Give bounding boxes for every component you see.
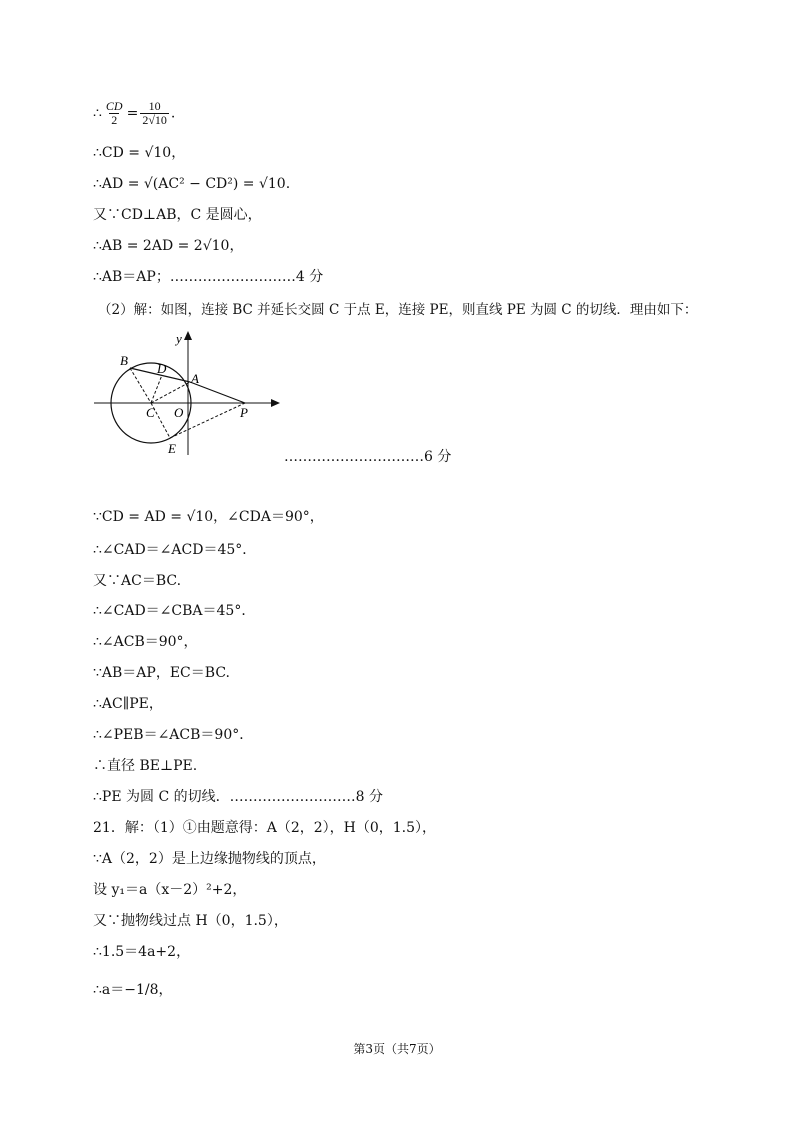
line-angle-cad-cba: ∴∠CAD＝∠CBA＝45°． [93, 603, 256, 619]
label-o: O [174, 405, 184, 420]
label-a: A [191, 371, 199, 386]
line-score-8: ∴PE 为圆 C 的切线．………………………8 分 [93, 789, 383, 805]
line-ad-value: ∴AD = √(AC² − CD²) = √10. [93, 176, 291, 192]
page-footer: 第3页（共7页） [353, 1042, 441, 1056]
line-parabola-form: 设 y₁＝a（x－2）²+2， [93, 882, 247, 898]
line-cd-ratio: ∴ $\frac{CD}{2}$ = $\frac{10}{2√10}$ . [93, 99, 176, 127]
line-vertex-a: ∵A（2，2）是上边缘抛物线的顶点， [93, 851, 326, 867]
line-part2-intro: （2）解：如图，连接 BC 并延长交圆 C 于点 E，连接 PE，则直线 PE 为圆 C 的切线．理由如下： [98, 302, 698, 318]
line-ac-eq-bc: 又∵AC＝BC. [93, 573, 182, 589]
label-d: D [157, 361, 167, 376]
label-p: P [240, 405, 248, 420]
line-angle-peb: ∴∠PEB＝∠ACB＝90°． [93, 727, 254, 743]
line-passes-h: 又∵抛物线过点 H（0，1.5）， [93, 913, 288, 929]
fraction-10-2sqrt10: $\frac{10}{2√10}$ [142, 99, 167, 127]
line-be-perp-pe: ∴直径 BE⊥PE. [93, 758, 198, 774]
line-cd-perp-ab: 又∵CD⊥AB，C 是圆心， [93, 207, 262, 223]
line-angle-acb: ∴∠ACB＝90°， [93, 634, 198, 650]
line-score-6: …………………………6 分 [284, 449, 452, 465]
label-y-axis: y [176, 331, 182, 346]
fraction-cd-2: $\frac{CD}{2}$ [105, 99, 123, 127]
line-ab-eq-ap: ∴AB＝AP；………………………4 分 [93, 269, 324, 285]
label-c: C [146, 405, 155, 420]
line-cd-eq-ad: ∵CD = AD = √10，∠CDA＝90°， [93, 509, 324, 525]
label-e: E [168, 441, 176, 456]
line-q21-intro: 21．解：（1）①由题意得：A（2，2），H（0，1.5）， [93, 820, 437, 836]
line-ab-value: ∴AB = 2AD = 2√10， [93, 238, 244, 254]
line-equation-a: ∴1.5＝4a+2， [93, 944, 191, 960]
line-ab-ap-ec-bc: ∵AB＝AP，EC＝BC. [93, 665, 230, 681]
line-angle-cad-acd: ∴∠CAD＝∠ACD＝45°． [93, 542, 257, 558]
line-ac-parallel-pe: ∴AC∥PE， [93, 696, 163, 712]
label-b: B [120, 353, 128, 368]
geometry-figure [90, 325, 290, 460]
line-a-value: ∴a＝−1/8， [93, 982, 173, 998]
line-cd-value: ∴CD = √10， [93, 145, 186, 161]
